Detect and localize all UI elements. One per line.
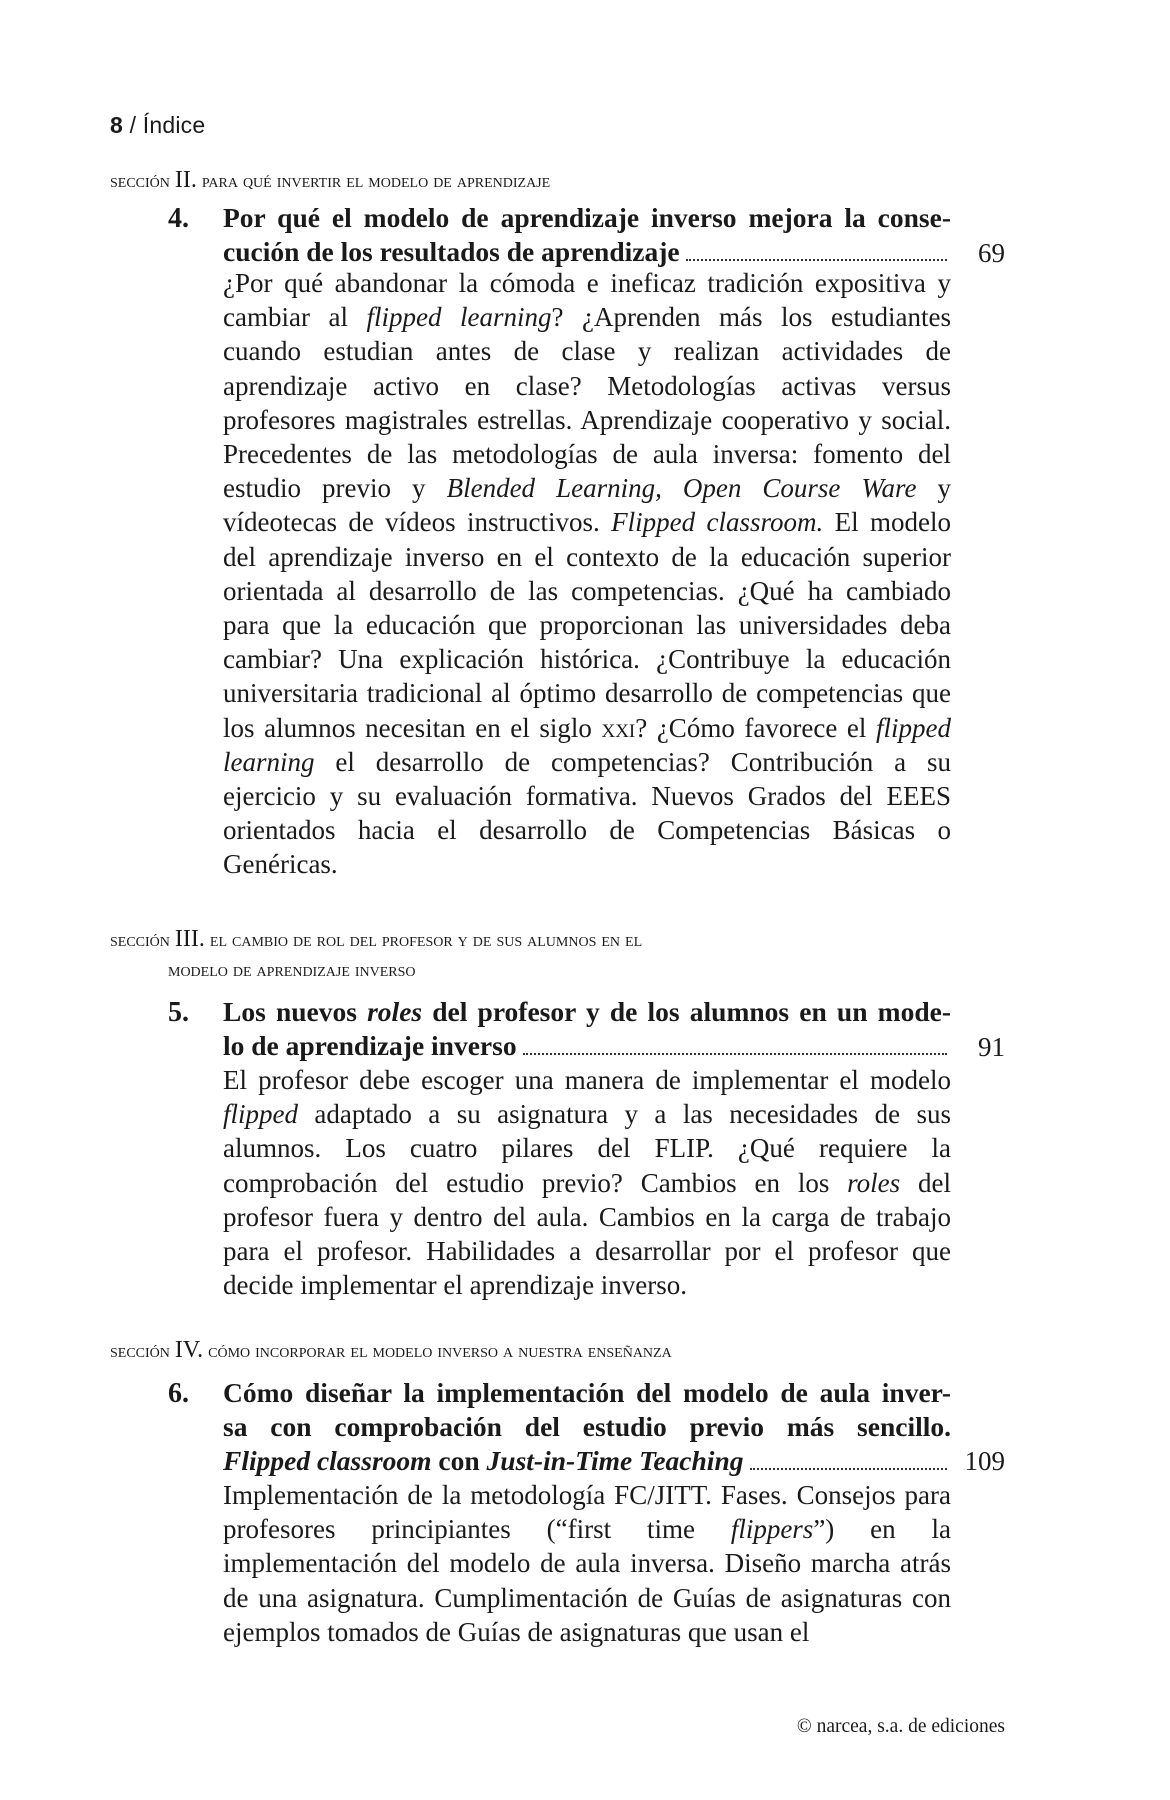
- chapter-summary-6: Implementación de la metodología FC/JITT. Fases. Consejos para profesores principiantes (“first time flippers”) en la implementación del modelo de aula inversa. Diseño marcha atrás de una asignatura. Cumplimentación de Guías de asignaturas con ejemplos tomados de Guías de asignaturas que usan el: [223, 1480, 951, 1647]
- leader-dots: [686, 259, 947, 261]
- chapter-number-6: 6.: [168, 1378, 189, 1409]
- section-roman: III.: [174, 926, 205, 952]
- header-page-number: 8: [110, 112, 123, 138]
- section-roman: IV.: [174, 1337, 204, 1363]
- chapter-number-4: 4.: [168, 203, 189, 234]
- chapter-title-line: cución de los resultados de aprendizaje: [223, 236, 680, 267]
- section-title: cómo incorporar el modelo inverso a nuestra enseñanza: [208, 1340, 672, 1362]
- section-label: sección: [110, 170, 170, 192]
- chapter-title-line: lo de aprendizaje inverso: [223, 1030, 517, 1061]
- chapter-number-5: 5.: [168, 997, 189, 1028]
- chapter-title-5[interactable]: [223, 995, 951, 1063]
- leader-dots: [523, 1053, 947, 1055]
- section-label: sección: [110, 1340, 170, 1362]
- chapter-page-number[interactable]: 91: [978, 1032, 1005, 1062]
- chapter-summary-4: ¿Por qué abandonar la cómoda e ineficaz tradición expositiva y cambiar al flipped learning? ¿Aprenden más los estudiantes cuando estudian antes de clase y realizan actividades de aprendizaje activo en clase? Metodologías activas versus profesores magistrales estrellas. Aprendizaje cooperativo y social. Precedentes de las metodologías de aula inversa: fomento del estudio previo y Blended Learning, Open Course Ware y vídeotecas de vídeos instructivos. Flipped classroom. El modelo del aprendizaje inverso en el contexto de la educación superior orientada al desarrollo de las competencias. ¿Qué ha cambiado para que la educación que proporcionan las universidades deba cambiar? Una explicación histórica. ¿Contribuye la educación universitaria tradicional al óptimo desarrollo de competencias que los alumnos necesitan en el siglo xxi? ¿Cómo favorece el flipped learning el desarrollo de competencias? Contribución a su ejercicio y su evaluación formativa. Nuevos Grados del EEES orientados hacia el desarrollo de Competencias Básicas o Genéricas.: [223, 268, 952, 880]
- chapter-title-line: Flipped classroom con Just-in-Time Teaching: [223, 1445, 744, 1476]
- section-label: sección: [110, 929, 170, 951]
- chapter-title-line: Los nuevos roles del profesor y de los alumnos en un mode-: [223, 996, 951, 1027]
- section-title: para qué invertir el modelo de aprendizaje: [201, 170, 551, 192]
- chapter-page-number[interactable]: 109: [964, 1446, 1005, 1476]
- running-header: [110, 112, 205, 139]
- header-separator: /: [129, 112, 137, 138]
- copyright-footer: © narcea, s.a. de ediciones: [796, 1716, 1005, 1737]
- chapter-title-6[interactable]: [223, 1376, 951, 1478]
- section-title-continued: modelo de aprendizaje inverso: [168, 959, 416, 981]
- chapter-title-line: sa con comprobación del estudio previo más sencillo.: [223, 1411, 951, 1442]
- chapter-summary-5: El profesor debe escoger una manera de implementar el modelo flipped adaptado a su asignatura y a las necesidades de sus alumnos. Los cuatro pilares del FLIP. ¿Qué requiere la comprobación del estudio previo? Cambios en los roles del profesor fuera y dentro del aula. Cambios en la carga de trabajo para el profesor. Habilidades a desarrollar por el profesor que decide implementar el aprendizaje inverso.: [223, 1065, 951, 1301]
- section-roman: II.: [174, 167, 197, 193]
- leader-dots: [750, 1468, 948, 1470]
- section-heading-iii: [110, 924, 950, 985]
- header-title: Índice: [142, 112, 206, 138]
- section-title: el cambio de rol del profesor y de sus alumnos en el: [209, 929, 643, 951]
- chapter-page-number[interactable]: 69: [978, 238, 1005, 268]
- chapter-title-line: Cómo diseñar la implementación del modelo de aula inver-: [223, 1377, 951, 1408]
- section-heading-ii: [110, 165, 950, 196]
- section-heading-iv: [110, 1335, 950, 1366]
- chapter-title-4[interactable]: [223, 201, 951, 269]
- chapter-title-line: Por qué el modelo de aprendizaje inverso mejora la conse-: [223, 202, 951, 233]
